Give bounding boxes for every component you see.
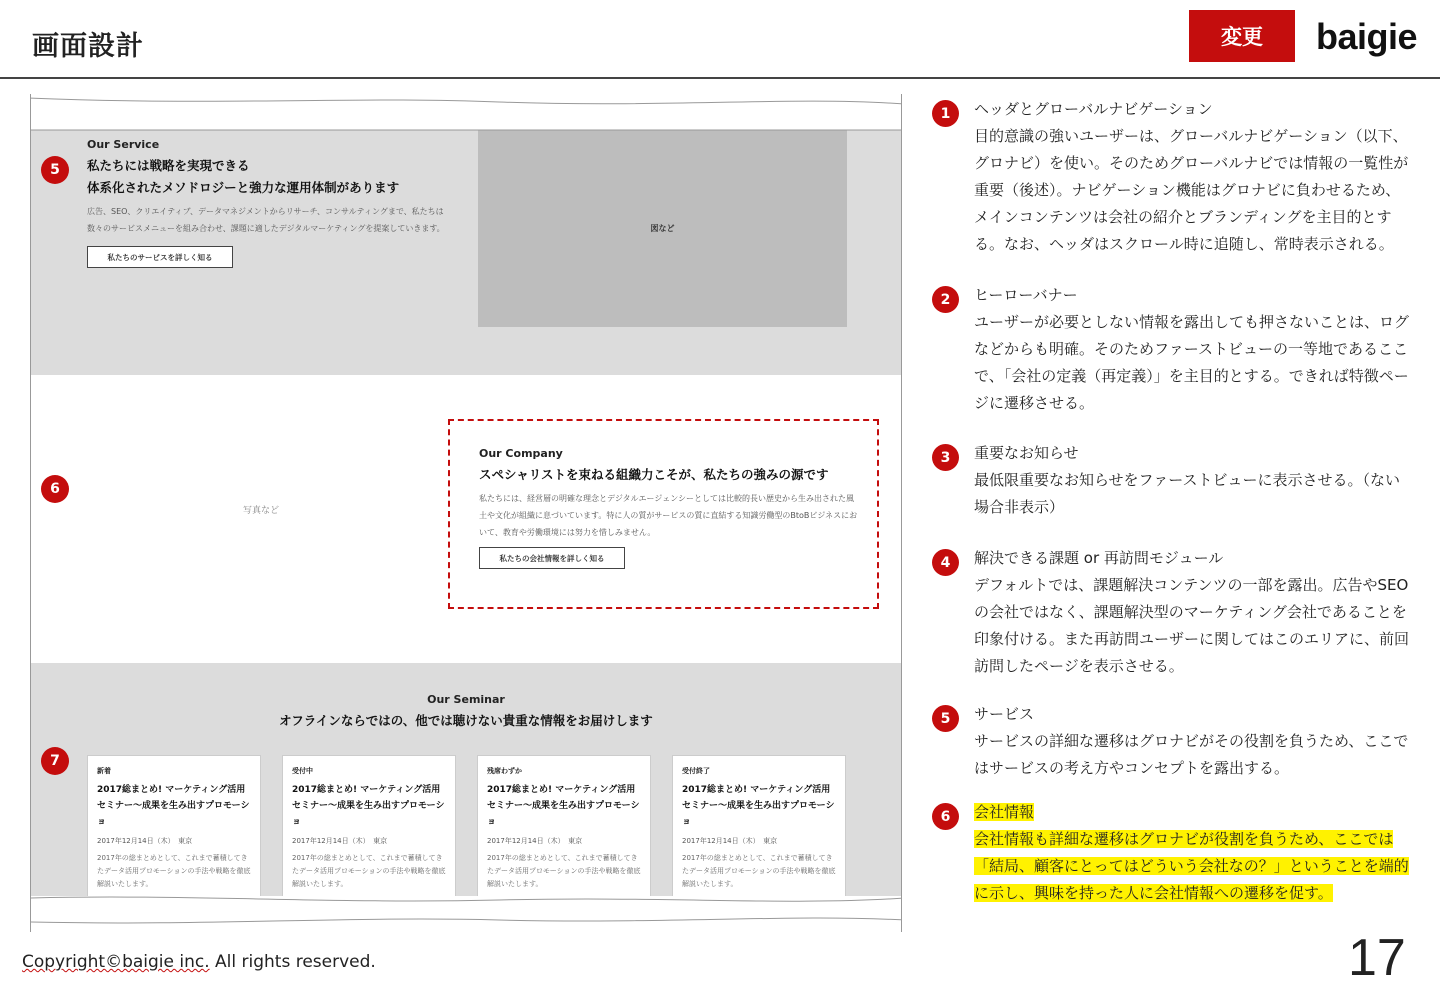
company-highlight-box <box>448 419 879 609</box>
seminar-card-status: 新着 <box>97 767 111 775</box>
note-title: ヒーローバナー <box>974 286 1078 304</box>
seminar-card-desc: 2017年の総まとめとして、これまで蓄積してきたデータ活用プロモーションの手法や戦略を徹底解説いたします。 <box>487 854 641 888</box>
company-number-badge: 6 <box>41 475 69 503</box>
service-section <box>31 130 901 375</box>
company-body: 私たちには、経営層の明確な理念とデジタルエージェンシーとしては比較的長い歴史から生み出された風土や文化が組織に息づいています。特に人の質がサービスの質に直結する知識労働型のBtoBビジネスにおいて、教育や労働環境には努力を惜しみません。 <box>479 494 858 537</box>
seminar-card-title: 2017総まとめ! マーケティング活用セミナー～成果を生み出すプロモーショ <box>292 785 445 827</box>
seminar-card-title: 2017総まとめ! マーケティング活用セミナー～成果を生み出すプロモーショ <box>97 785 250 827</box>
seminar-card-status: 受付終了 <box>682 767 710 775</box>
seminar-card[interactable] <box>672 755 846 905</box>
torn-edge-top <box>30 94 902 134</box>
service-text <box>87 138 459 268</box>
note-number-badge: 2 <box>932 286 959 313</box>
company-section <box>31 375 901 663</box>
seminar-card-status: 残席わずか <box>487 767 522 775</box>
service-label: Our Service <box>87 138 160 151</box>
note-number-badge: 1 <box>932 100 959 127</box>
note-number-badge: 4 <box>932 549 959 576</box>
service-number-badge: 5 <box>41 156 69 184</box>
seminar-card-status: 受付中 <box>292 767 313 775</box>
copyright <box>22 952 376 972</box>
note-title: 会社情報 <box>974 803 1035 821</box>
company-photo-placeholder: 写真など <box>243 506 280 516</box>
brand-logo: baigie <box>1316 16 1418 57</box>
wireframe-mock <box>30 94 902 932</box>
note-body: デフォルトでは、課題解決コンテンツの一部を露出。広告やSEOの会社ではなく、課題解決型のマーケティング会社であることを印象付ける。また再訪問ユーザーに関してはこのエリアに、前回訪問したページを表示させる。 <box>974 576 1410 675</box>
seminar-header <box>31 693 901 732</box>
seminar-cards <box>87 755 847 905</box>
seminar-card-desc: 2017年の総まとめとして、これまで蓄積してきたデータ活用プロモーションの手法や戦略を徹底解説いたします。 <box>97 854 251 888</box>
seminar-card[interactable] <box>477 755 651 905</box>
service-image-placeholder: 図など <box>478 130 847 327</box>
service-heading-2: 体系化されたメソドロジーと強力な運用体制があります <box>87 180 400 195</box>
seminar-card[interactable] <box>87 755 261 905</box>
seminar-section <box>31 663 901 903</box>
seminar-card[interactable] <box>282 755 456 905</box>
seminar-number-badge: 7 <box>41 747 69 775</box>
seminar-card-desc: 2017年の総まとめとして、これまで蓄積してきたデータ活用プロモーションの手法や戦略を徹底解説いたします。 <box>682 854 836 888</box>
seminar-label: Our Seminar <box>427 693 505 706</box>
seminar-card-title: 2017総まとめ! マーケティング活用セミナー～成果を生み出すプロモーショ <box>682 785 835 827</box>
note-title: 解決できる課題 or 再訪問モジュール <box>974 549 1224 567</box>
note-body: 会社情報も詳細な遷移はグロナビが役割を負うため、ここでは「結局、顧客にとってはどういう会社なの？」ということを端的に示し、興味を持った人に会社情報への遷移を促す。 <box>974 830 1409 902</box>
service-detail-button[interactable]: 私たちのサービスを詳しく知る <box>87 246 233 268</box>
torn-edge-bottom <box>30 892 902 932</box>
seminar-card-title: 2017総まとめ! マーケティング活用セミナー～成果を生み出すプロモーショ <box>487 785 640 827</box>
note-body: サービスの詳細な遷移はグロナビがその役割を負うため、ここではサービスの考え方やコンセプトを露出する。 <box>974 732 1409 777</box>
note-body: ユーザーが必要としない情報を露出しても押さないことは、ログなどからも明確。そのためファーストビューの一等地であるここで、「会社の定義（再定義）」を主目的とする。できれば特徴ページに遷移させる。 <box>974 313 1410 412</box>
service-body: 広告、SEO、クリエイティブ、データマネジメントからリサーチ、コンサルティングまで、私たちは数々のサービスメニューを組み合わせ、課題に適したデジタルマーケティングを提案していきます。 <box>87 207 445 233</box>
note-title: ヘッダとグローバルナビゲーション <box>974 100 1213 118</box>
seminar-card-date: 2017年12月14日（木） 東京 <box>97 837 193 845</box>
header-divider <box>0 77 1440 79</box>
page-number: 17 <box>1348 929 1406 987</box>
company-text <box>479 447 859 569</box>
note-body: 目的意識の強いユーザーは、グローバルナビゲーション（以下、グロナビ）を使い。そのためグローバルナビでは情報の一覧性が重要（後述）。ナビゲーション機能はグロナビに負わせるため、メインコンテンツは会社の紹介とブランディングを主目的とする。なお、ヘッダはスクロール時に追随し、常時表示される。 <box>974 127 1409 253</box>
page-title: 画面設計 <box>32 31 144 62</box>
company-label: Our Company <box>479 447 563 460</box>
seminar-card-date: 2017年12月14日（木） 東京 <box>487 837 583 845</box>
seminar-card-date: 2017年12月14日（木） 東京 <box>682 837 778 845</box>
note-title: 重要なお知らせ <box>974 444 1079 462</box>
note-number-badge: 5 <box>932 705 959 732</box>
seminar-card-date: 2017年12月14日（木） 東京 <box>292 837 388 845</box>
note-body: 最低限重要なお知らせをファーストビューに表示させる。（ない場合非表示） <box>974 471 1401 516</box>
copyright-brand: Copyright©baigie inc. <box>22 952 210 972</box>
company-detail-button[interactable]: 私たちの会社情報を詳しく知る <box>479 547 625 569</box>
company-heading: スペシャリストを束ねる組織力こそが、私たちの強みの源です <box>479 467 829 482</box>
note-number-badge: 3 <box>932 444 959 471</box>
copyright-rest: All rights reserved. <box>209 952 376 972</box>
change-badge: 変更 <box>1189 10 1295 62</box>
note-title: サービス <box>974 705 1035 723</box>
service-heading-1: 私たちには戦略を実現できる <box>87 158 250 173</box>
note-number-badge: 6 <box>932 803 959 830</box>
seminar-card-desc: 2017年の総まとめとして、これまで蓄積してきたデータ活用プロモーションの手法や戦略を徹底解説いたします。 <box>292 854 446 888</box>
seminar-heading: オフラインならではの、他では聴けない貴重な情報をお届けします <box>279 713 653 728</box>
